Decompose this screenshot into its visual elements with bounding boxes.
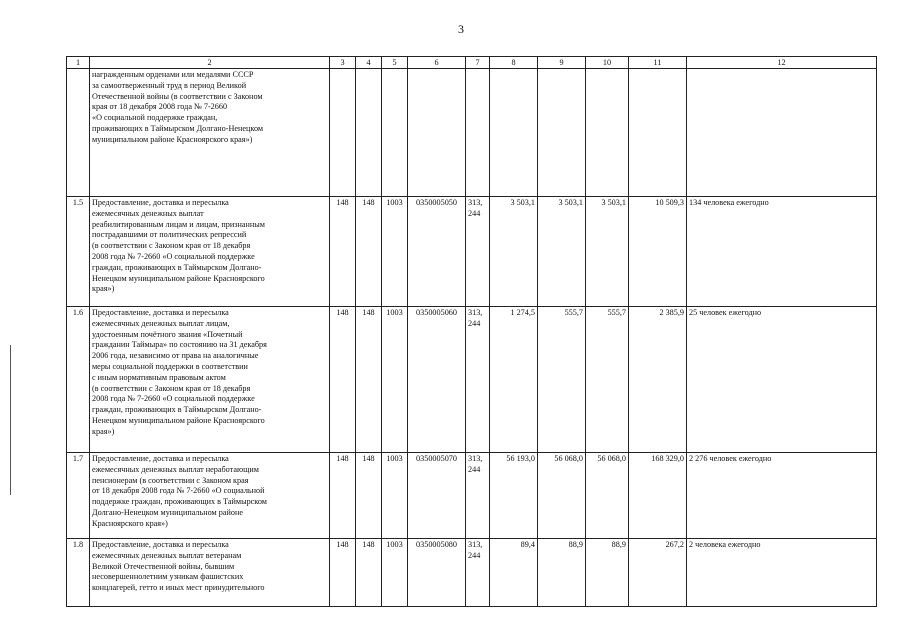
description-line: «О социальной поддержке граждан, bbox=[92, 113, 218, 123]
amount-cell bbox=[538, 69, 586, 197]
header-cell: 3 bbox=[330, 57, 356, 69]
description-cell bbox=[90, 307, 330, 453]
code-cell: 148 bbox=[330, 539, 356, 607]
description-line: 2006 года, независимо от права на аналогичные bbox=[92, 351, 259, 361]
expense-type-cell: 313, 244 bbox=[466, 539, 490, 607]
budget-table bbox=[66, 56, 877, 607]
description-cell bbox=[90, 453, 330, 539]
total-amount-cell: 168 329,0 bbox=[629, 453, 687, 539]
target-article-cell: 0350005070 bbox=[408, 453, 466, 539]
description-line: граждан, проживающих в Таймырском Долгано- bbox=[92, 405, 262, 415]
section-code-cell: 1003 bbox=[382, 539, 408, 607]
header-cell: 8 bbox=[490, 57, 538, 69]
target-article-cell bbox=[408, 69, 466, 197]
description-line: от 18 декабря 2008 года № 7-2660 «О социальной bbox=[92, 486, 265, 496]
code-cell: 148 bbox=[356, 539, 382, 607]
amount-cell: 3 503,1 bbox=[586, 197, 629, 307]
section-code-cell: 1003 bbox=[382, 453, 408, 539]
description-line: концлагерей, гетто и иных мест принудительного bbox=[92, 583, 265, 593]
description-line: Великой Отечественной войны, бывшим bbox=[92, 561, 235, 571]
target-article-cell: 0350005050 bbox=[408, 197, 466, 307]
description-line: 2008 года № 7-2660 «О социальной поддержке bbox=[92, 394, 255, 404]
result-note-cell: 2 человека ежегодно bbox=[687, 539, 877, 607]
amount-cell: 1 274,5 bbox=[490, 307, 538, 453]
code-cell: 148 bbox=[330, 197, 356, 307]
total-amount-cell: 2 385,9 bbox=[629, 307, 687, 453]
expense-type-cell bbox=[466, 69, 490, 197]
header-cell: 5 bbox=[382, 57, 408, 69]
description-line: меры социальной поддержки в соответствии bbox=[92, 361, 248, 371]
description-line: поддержке граждан, проживающих в Таймырском bbox=[92, 497, 267, 507]
description-line: 2008 года № 7-2660 «О социальной поддержке bbox=[92, 251, 255, 261]
description-line: пенсионерам (в соответствии с Законом края bbox=[92, 475, 249, 485]
description-line: края») bbox=[92, 284, 115, 294]
header-cell: 10 bbox=[586, 57, 629, 69]
header-cell: 12 bbox=[687, 57, 877, 69]
description-line: ежемесячных денежных выплат лицам, bbox=[92, 318, 230, 328]
description-line: (в соответствии с Законом края от 18 декабря bbox=[92, 383, 251, 393]
header-cell: 11 bbox=[629, 57, 687, 69]
description-line: Предоставление, доставка и пересылка bbox=[92, 198, 229, 207]
code-cell: 148 bbox=[330, 453, 356, 539]
header-cell: 4 bbox=[356, 57, 382, 69]
header-cell: 6 bbox=[408, 57, 466, 69]
row-number-cell: 1.6 bbox=[67, 307, 90, 453]
section-code-cell bbox=[382, 69, 408, 197]
target-article-cell: 0350005060 bbox=[408, 307, 466, 453]
table-row bbox=[67, 69, 877, 197]
description-line: Предоставление, доставка и пересылка bbox=[92, 454, 229, 463]
header-cell: 7 bbox=[466, 57, 490, 69]
row-number-cell: 1.5 bbox=[67, 197, 90, 307]
description-line: реабилитированным лицам и лицам, признанным bbox=[92, 219, 265, 229]
amount-cell: 88,9 bbox=[538, 539, 586, 607]
section-code-cell: 1003 bbox=[382, 197, 408, 307]
table-row bbox=[67, 539, 877, 607]
code-cell bbox=[330, 69, 356, 197]
header-cell: 1 bbox=[67, 57, 90, 69]
description-line: ежемесячных денежных выплат неработающим bbox=[92, 464, 259, 474]
header-cell: 2 bbox=[90, 57, 330, 69]
row-number-cell: 1.7 bbox=[67, 453, 90, 539]
code-cell: 148 bbox=[356, 197, 382, 307]
code-cell: 148 bbox=[330, 307, 356, 453]
amount-cell: 3 503,1 bbox=[538, 197, 586, 307]
description-line: края») bbox=[92, 426, 115, 436]
description-line: с иным нормативным правовым актом bbox=[92, 372, 226, 382]
amount-cell: 3 503,1 bbox=[490, 197, 538, 307]
description-cell bbox=[90, 197, 330, 307]
description-line: ежемесячных денежных выплат ветеранам bbox=[92, 550, 242, 560]
amount-cell: 555,7 bbox=[586, 307, 629, 453]
description-line: Отечественной войны (в соответствии с Законом bbox=[92, 91, 263, 101]
description-line: удостоенным почётного звания «Почетный bbox=[92, 329, 243, 339]
description-line: несовершеннолетним узникам фашистских bbox=[92, 572, 244, 582]
amount-cell: 89,4 bbox=[490, 539, 538, 607]
table-header-row bbox=[67, 57, 877, 69]
row-number-cell: 1.8 bbox=[67, 539, 90, 607]
description-line: награжденным орденами или медалями СССР bbox=[92, 70, 254, 79]
description-line: Красноярского края») bbox=[92, 518, 168, 528]
page-number: 3 bbox=[458, 22, 464, 36]
description-line: гражданин Таймыра» по состоянию на 31 декабря bbox=[92, 340, 267, 350]
result-note-cell: 2 276 человек ежегодно bbox=[687, 453, 877, 539]
description-cell bbox=[90, 69, 330, 197]
table-row bbox=[67, 197, 877, 307]
expense-type-cell: 313, 244 bbox=[466, 453, 490, 539]
description-line: муниципальном районе Красноярского края») bbox=[92, 134, 253, 144]
amount-cell: 56 193,0 bbox=[490, 453, 538, 539]
amount-cell: 56 068,0 bbox=[586, 453, 629, 539]
table-row bbox=[67, 453, 877, 539]
description-line: Ненецком муниципальном районе Красноярского bbox=[92, 273, 265, 283]
description-line: (в соответствии с Законом края от 18 декабря bbox=[92, 241, 251, 251]
margin-line bbox=[10, 345, 11, 495]
amount-cell bbox=[586, 69, 629, 197]
description-line: края от 18 декабря 2008 года № 7-2660 bbox=[92, 102, 228, 112]
description-line: Ненецком муниципальном районе Красноярского bbox=[92, 415, 265, 425]
section-code-cell: 1003 bbox=[382, 307, 408, 453]
total-amount-cell: 10 509,3 bbox=[629, 197, 687, 307]
row-number-cell bbox=[67, 69, 90, 197]
amount-cell bbox=[490, 69, 538, 197]
expense-type-cell: 313, 244 bbox=[466, 197, 490, 307]
description-line: Долгано-Ненецком муниципальном районе bbox=[92, 507, 243, 517]
code-cell bbox=[356, 69, 382, 197]
description-line: Предоставление, доставка и пересылка bbox=[92, 308, 229, 317]
amount-cell: 555,7 bbox=[538, 307, 586, 453]
code-cell: 148 bbox=[356, 307, 382, 453]
result-note-cell bbox=[687, 69, 877, 197]
result-note-cell: 25 человек ежегодно bbox=[687, 307, 877, 453]
description-line: за самоотверженный труд в период Великой bbox=[92, 80, 247, 90]
result-note-cell: 134 человека ежегодно bbox=[687, 197, 877, 307]
total-amount-cell: 267,2 bbox=[629, 539, 687, 607]
total-amount-cell bbox=[629, 69, 687, 197]
target-article-cell: 0350005080 bbox=[408, 539, 466, 607]
header-cell: 9 bbox=[538, 57, 586, 69]
amount-cell: 88,9 bbox=[586, 539, 629, 607]
description-line: граждан, проживающих в Таймырском Долгано- bbox=[92, 262, 262, 272]
description-line: проживающих в Таймырском Долгано-Ненецком bbox=[92, 123, 264, 133]
code-cell: 148 bbox=[356, 453, 382, 539]
amount-cell: 56 068,0 bbox=[538, 453, 586, 539]
description-line: Предоставление, доставка и пересылка bbox=[92, 540, 229, 549]
description-line: пострадавшими от политических репрессий bbox=[92, 230, 247, 240]
expense-type-cell: 313, 244 bbox=[466, 307, 490, 453]
description-cell bbox=[90, 539, 330, 607]
table-row bbox=[67, 307, 877, 453]
description-line: ежемесячных денежных выплат bbox=[92, 208, 204, 218]
